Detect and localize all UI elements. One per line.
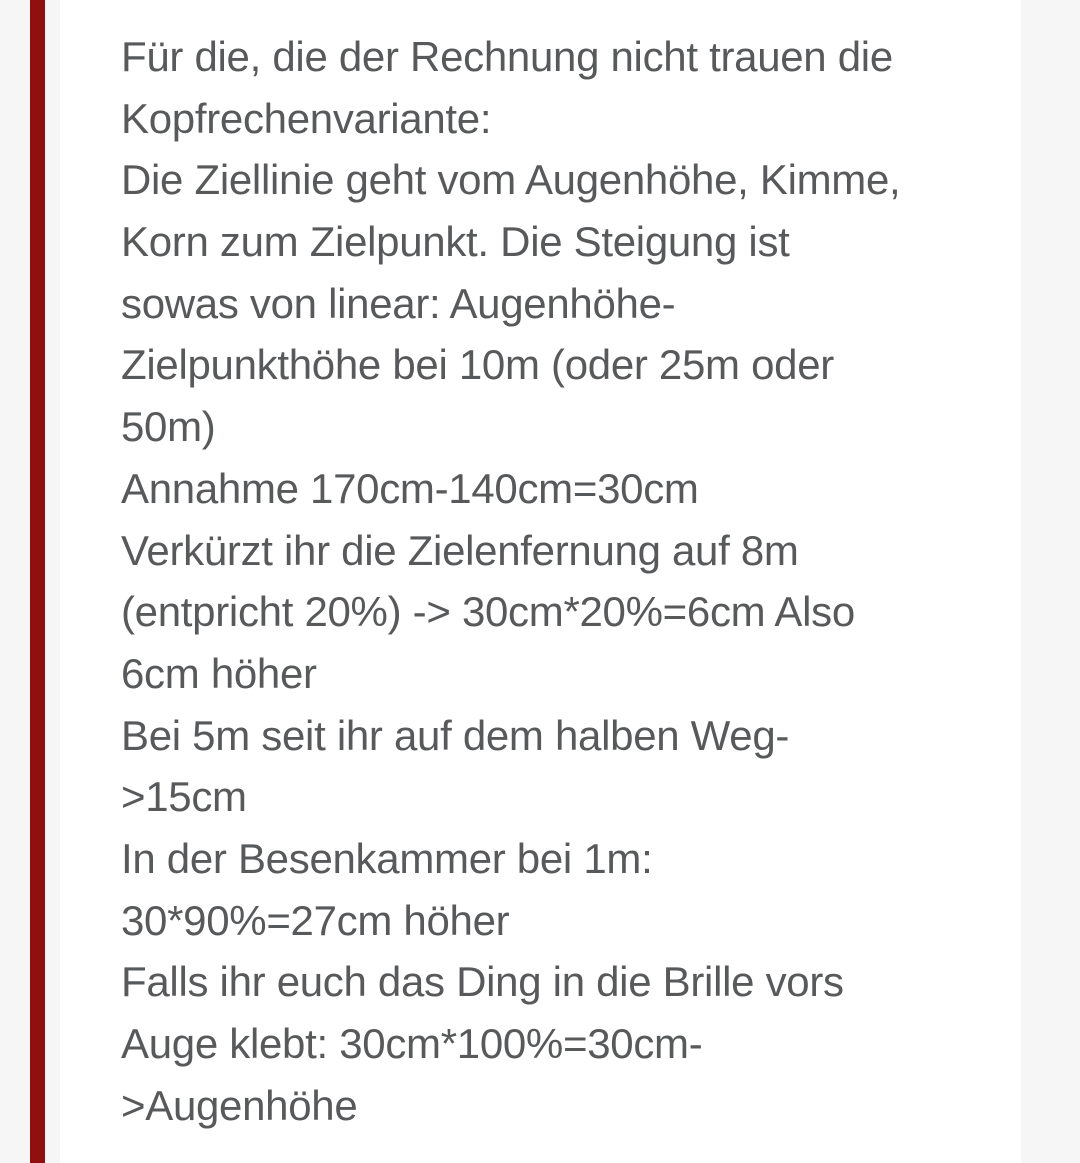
page-gutter-right	[1021, 0, 1080, 1163]
text-line: Zielpunkthöhe bei 10m (oder 25m oder	[121, 341, 834, 389]
text-line: (entpricht 20%) -> 30cm*20%=6cm Also	[121, 588, 855, 636]
text-line: Korn zum Zielpunkt. Die Steigung ist	[121, 218, 790, 266]
text-line: Die Ziellinie geht vom Augenhöhe, Kimme,	[121, 156, 901, 204]
text-line: sowas von linear: Augenhöhe-	[121, 279, 676, 327]
text-line: Kopfrechenvariante:	[121, 94, 492, 142]
text-line: Verkürzt ihr die Zielenfernung auf 8m	[121, 526, 799, 574]
text-line: Für die, die der Rechnung nicht trauen die	[121, 33, 893, 80]
text-line: 30*90%=27cm höher	[121, 896, 510, 944]
post-content-area	[60, 0, 1021, 1163]
text-line: >Augenhöhe	[121, 1081, 358, 1129]
text-line: 6cm höher	[121, 649, 317, 697]
text-line: Falls ihr euch das Ding in die Brille vors	[121, 958, 844, 1006]
text-line: >15cm	[121, 773, 247, 821]
text-line: 50m)	[121, 403, 216, 451]
quote-text	[121, 26, 1021, 1136]
text-line: In der Besenkammer bei 1m:	[121, 834, 653, 882]
text-line: Bei 5m seit ihr auf dem halben Weg-	[121, 711, 790, 759]
text-line: Auge klebt: 30cm*100%=30cm-	[121, 1020, 703, 1067]
text-line: Annahme 170cm-140cm=30cm	[121, 464, 699, 512]
quote-border-bar	[30, 0, 45, 1163]
